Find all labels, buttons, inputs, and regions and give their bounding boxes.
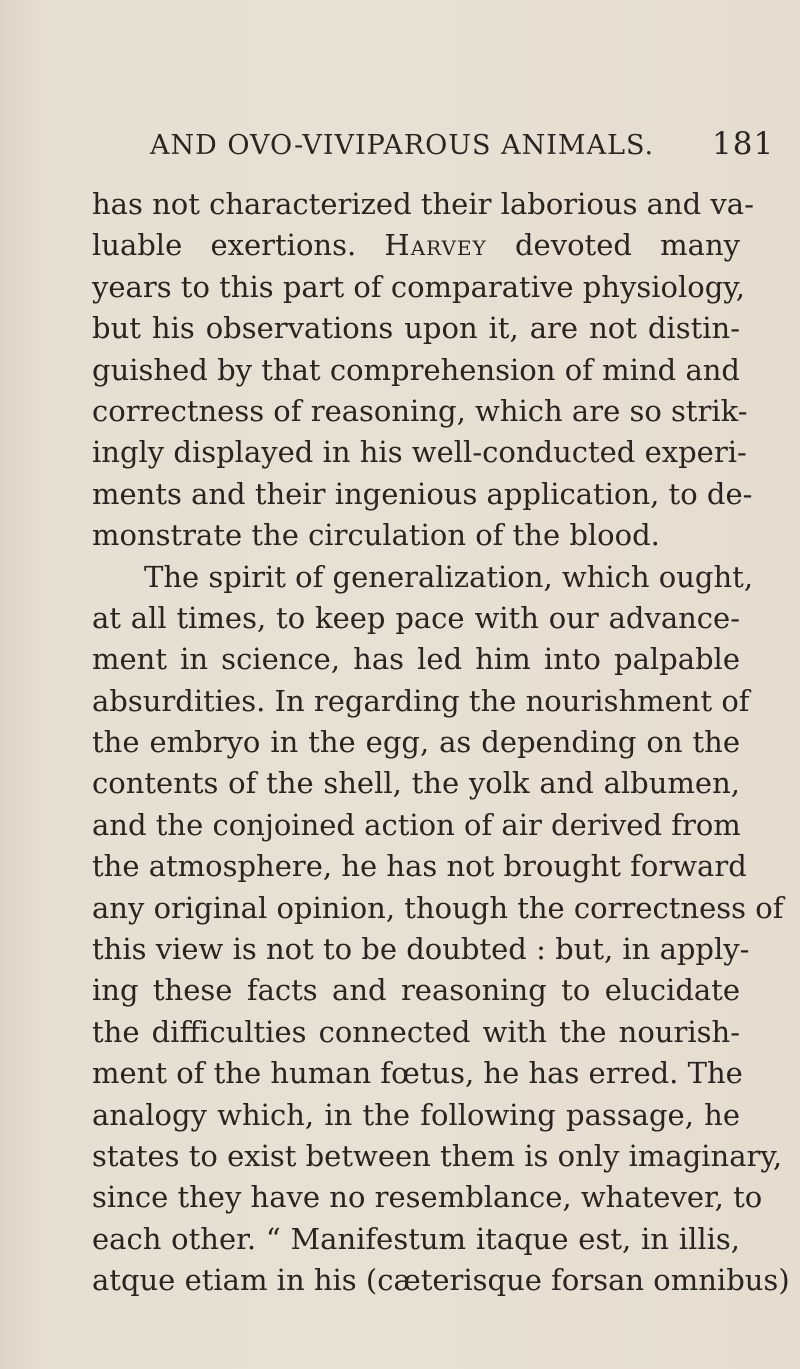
text-line [92, 1136, 783, 1177]
text-segment: years to this part of comparative physiology, [92, 269, 746, 304]
text-segment: ment of the human fœtus, he has erred. The [92, 1056, 743, 1091]
text-line [92, 432, 747, 473]
paragraph [92, 184, 754, 557]
text-segment: ing these facts and reasoning to elucidate [92, 973, 740, 1008]
text-line [92, 846, 747, 887]
text-segment: Harvey [384, 228, 487, 263]
text-line [92, 763, 740, 804]
text-line [92, 888, 784, 929]
text-line [92, 681, 750, 722]
text-line [92, 1095, 740, 1136]
text-segment: since they have no resemblance, whatever, to [92, 1180, 763, 1215]
text-segment: correctness of reasoning, which are so strik- [92, 393, 748, 428]
text-segment: the embryo in the egg, as depending on the [92, 725, 740, 760]
page-number: 181 [712, 126, 775, 162]
text-line [92, 184, 754, 225]
body-text [92, 184, 790, 1302]
text-line [92, 929, 750, 970]
text-line [92, 598, 740, 639]
text-segment: contents of the shell, the yolk and albumen, [92, 766, 740, 801]
text-segment: atque etiam in his (cæterisque forsan omnibus) [92, 1263, 790, 1298]
running-head-title: AND OVO-VIVIPAROUS ANIMALS. [150, 130, 655, 161]
text-line [92, 391, 748, 432]
text-line [92, 805, 740, 846]
text-line [92, 515, 740, 556]
text-segment: this view is not to be doubted : but, in apply- [92, 932, 750, 967]
paragraph [92, 557, 790, 1302]
text-segment: has not characterized their laborious and va- [92, 187, 754, 221]
text-segment: absurdities. In regarding the nourishment of [92, 683, 750, 718]
text-segment: at all times, to keep pace with our advance- [92, 600, 740, 635]
text-line [92, 639, 740, 680]
text-segment: any original opinion, though the correctness of [92, 890, 784, 925]
text-line [92, 1260, 790, 1301]
text-segment: states to exist between them is only imaginary, [92, 1138, 783, 1173]
text-segment: monstrate the circulation of the blood. [92, 518, 660, 553]
text-line [92, 1177, 763, 1218]
text-segment: luable exertions. [92, 228, 385, 263]
text-line [92, 1219, 740, 1260]
text-line [92, 350, 740, 391]
text-segment: guished by that comprehension of mind and [92, 352, 740, 387]
text-segment: ingly displayed in his well-conducted experi- [92, 435, 747, 470]
text-line [92, 722, 740, 763]
text-line [92, 267, 746, 308]
text-line [92, 970, 740, 1011]
text-line [92, 308, 740, 349]
text-segment: the atmosphere, he has not brought forward [92, 849, 747, 884]
text-segment: but his observations upon it, are not distin- [92, 311, 740, 346]
text-line [92, 1012, 740, 1053]
text-line [92, 557, 754, 598]
text-line [92, 474, 753, 515]
text-line [92, 225, 740, 266]
text-segment: ment in science, has led him into palpable [92, 642, 740, 677]
text-segment: devoted many [486, 228, 741, 263]
text-segment: The spirit of generalization, which ought, [144, 559, 754, 594]
text-segment: and the conjoined action of air derived from [92, 807, 741, 842]
text-segment: ments and their ingenious application, to de- [92, 476, 753, 511]
text-segment: analogy which, in the following passage, he [92, 1097, 740, 1132]
text-segment: the difficulties connected with the nourish- [92, 1014, 740, 1049]
text-segment: each other. “ Manifestum itaque est, in illis, [92, 1221, 740, 1256]
text-line [92, 1053, 743, 1094]
